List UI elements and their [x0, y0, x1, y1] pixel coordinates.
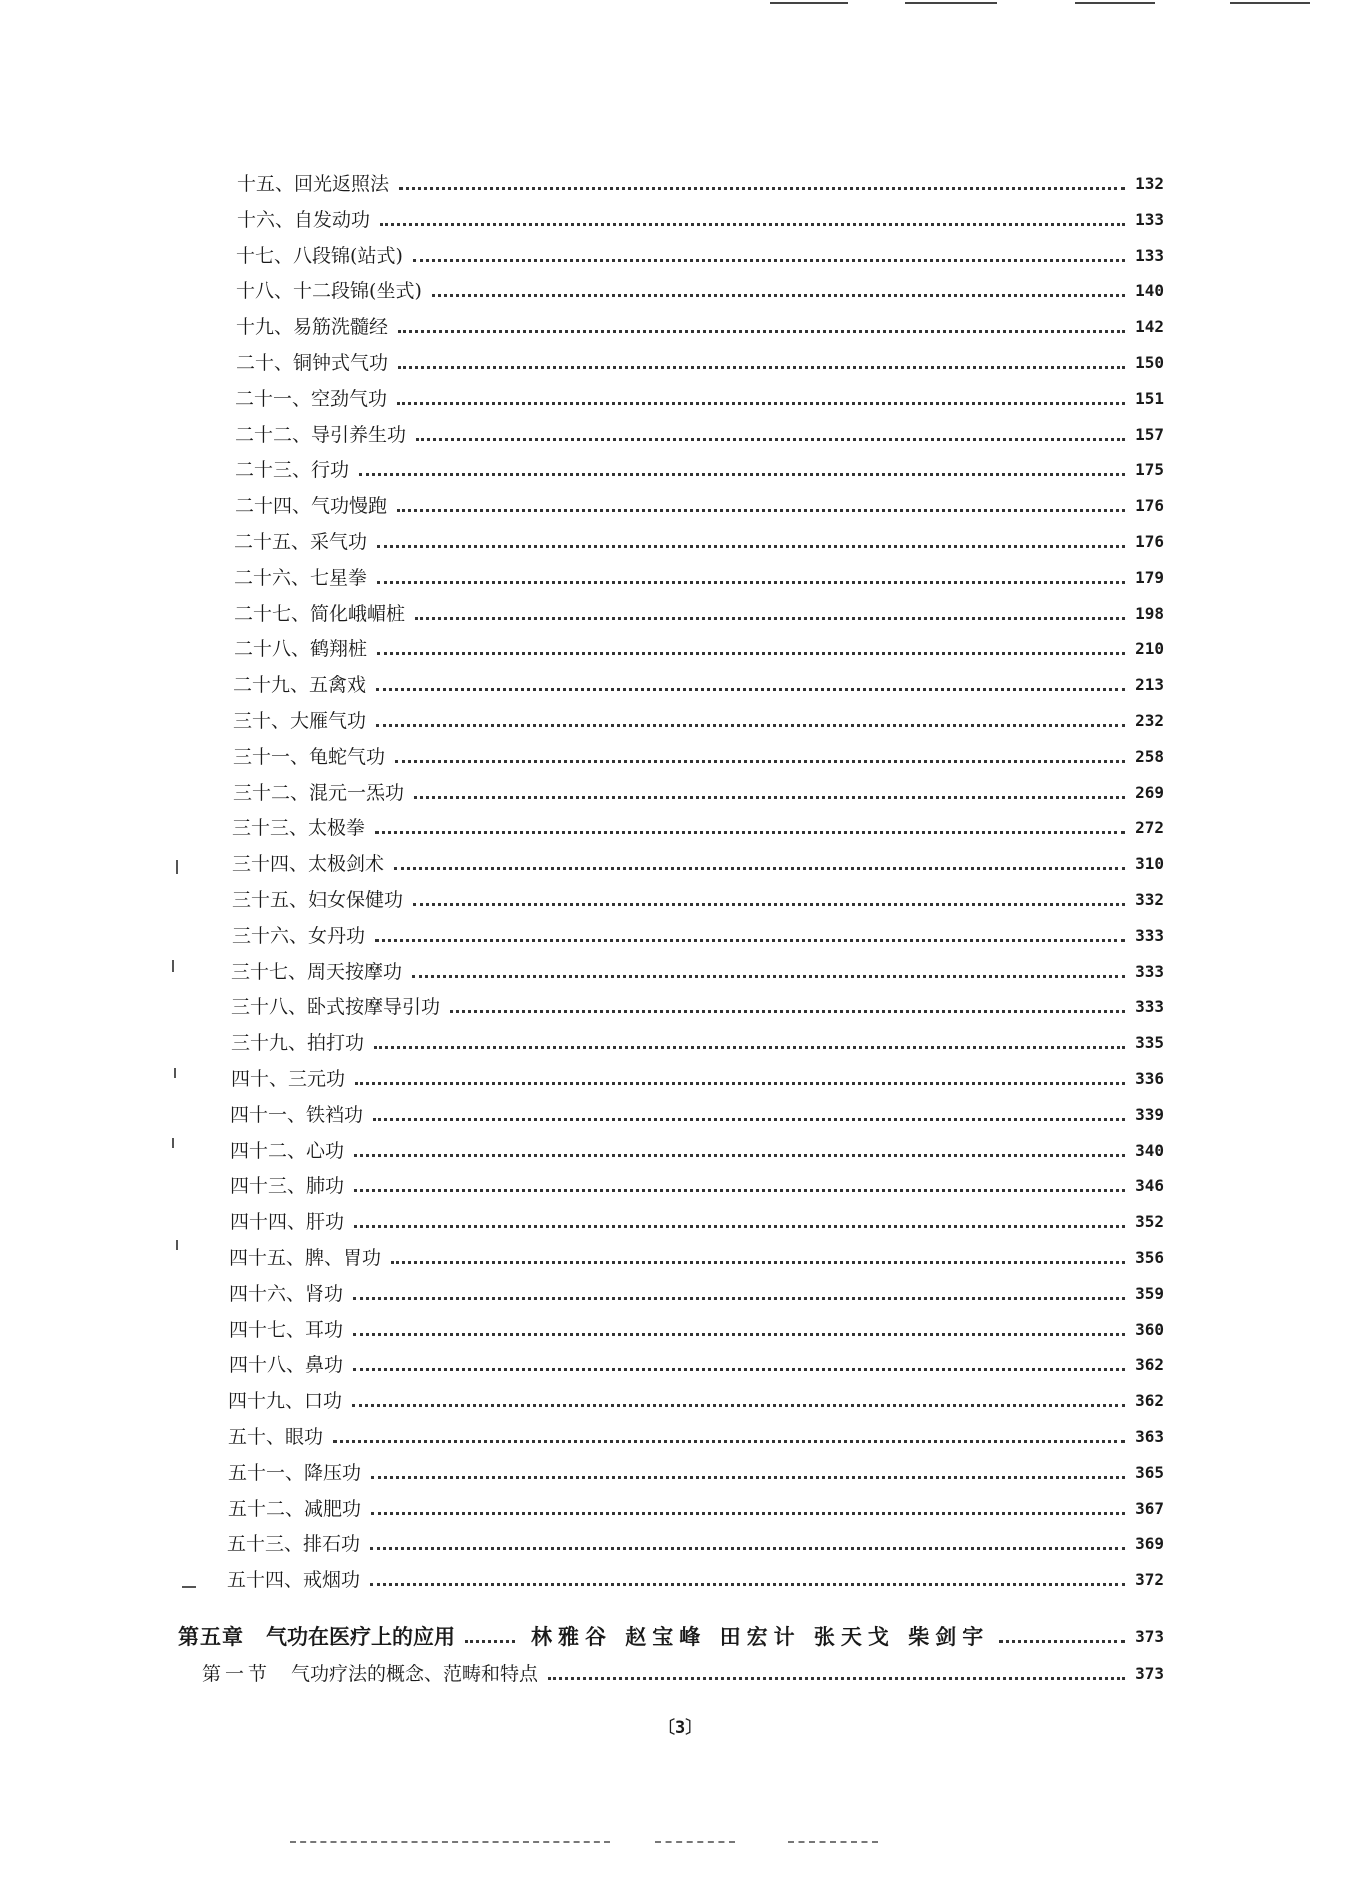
leader-dots	[353, 1297, 1125, 1300]
leader-dots	[354, 1154, 1125, 1157]
entry-separator: 、	[287, 1104, 307, 1126]
leader-dots	[397, 509, 1125, 512]
entry-title: 易筋洗髓经	[293, 316, 389, 338]
page-number: 365	[1135, 1463, 1164, 1482]
leader-dots	[333, 1440, 1125, 1443]
entry-title: 五禽戏	[309, 674, 367, 696]
entry-title: 耳功	[305, 1319, 344, 1341]
entry-separator: 、	[289, 889, 309, 911]
leader-dots	[398, 366, 1125, 369]
leader-dots	[370, 1547, 1125, 1550]
entry-number: 三十五	[232, 889, 290, 911]
entry-separator: 、	[292, 424, 312, 446]
entry-number: 二十八	[234, 638, 292, 660]
entry-number: 三十四	[232, 853, 290, 875]
entry-separator: 、	[286, 1354, 306, 1376]
entry-separator: 、	[292, 495, 312, 517]
page-number: 179	[1135, 568, 1164, 587]
page-number: 151	[1135, 389, 1164, 408]
page-number: 362	[1135, 1355, 1164, 1374]
entry-number: 三十二	[233, 782, 291, 804]
page-number: 310	[1135, 854, 1164, 873]
toc-entry	[231, 960, 1164, 984]
page-number: 157	[1135, 425, 1164, 444]
toc-entry	[229, 1353, 1164, 1377]
toc-entry	[230, 1174, 1164, 1198]
page-number: 333	[1135, 962, 1164, 981]
page-number: 210	[1135, 639, 1164, 658]
toc-entry	[227, 1568, 1164, 1592]
toc-entry	[228, 1497, 1164, 1521]
toc-entry	[232, 888, 1164, 912]
toc-entry	[234, 602, 1164, 626]
entry-number: 二十七	[234, 603, 292, 625]
entry-number: 四十三	[230, 1175, 288, 1197]
entry-number: 四十一	[230, 1104, 288, 1126]
toc-entry	[227, 1532, 1164, 1556]
leader-dots	[371, 1512, 1125, 1515]
leader-dots	[432, 294, 1125, 297]
leader-dots	[380, 223, 1125, 226]
entry-title: 十二段锦(坐式)	[293, 280, 422, 302]
chapter-entry	[178, 1625, 1164, 1649]
entry-title: 拍打功	[307, 1032, 365, 1054]
page-number: 352	[1135, 1212, 1164, 1231]
entry-title: 鼻功	[305, 1354, 344, 1376]
page-number: 369	[1135, 1534, 1164, 1553]
toc-entry	[234, 637, 1164, 661]
toc-entry	[233, 745, 1164, 769]
entry-number: 四十九	[228, 1390, 286, 1412]
entry-title: 减肥功	[304, 1498, 362, 1520]
chapter-number: 第五章	[178, 1624, 244, 1649]
scan-mark	[182, 1586, 196, 1588]
page-number: 133	[1135, 210, 1164, 229]
entry-separator: 、	[290, 674, 310, 696]
entry-title: 简化峨嵋桩	[310, 603, 406, 625]
entry-number: 四十二	[230, 1140, 288, 1162]
toc-entry	[230, 1210, 1164, 1234]
footer-page-number: 〔3〕	[658, 1718, 703, 1738]
page-number: 133	[1135, 246, 1164, 265]
entry-separator: 、	[291, 638, 311, 660]
scan-mark	[172, 1138, 174, 1148]
scan-mark	[905, 2, 997, 4]
entry-separator: 、	[288, 961, 308, 983]
entry-number: 二十六	[234, 567, 292, 589]
toc-entry	[234, 530, 1164, 554]
entry-title: 铜钟式气功	[293, 352, 389, 374]
toc-entry	[233, 709, 1164, 733]
leader-dots	[398, 330, 1125, 333]
leader-dots	[414, 796, 1125, 799]
entry-separator: 、	[289, 817, 309, 839]
toc-entry	[232, 924, 1164, 948]
entry-number: 十八	[236, 280, 275, 302]
scan-mark	[176, 860, 178, 874]
section-number: 第一节	[202, 1663, 272, 1685]
entry-number: 二十五	[234, 531, 292, 553]
leader-dots	[353, 1333, 1125, 1336]
page-number: 346	[1135, 1176, 1164, 1195]
leader-dots	[413, 903, 1125, 906]
entry-title: 卧式按摩导引功	[307, 996, 441, 1018]
entry-separator: 、	[292, 459, 312, 481]
entry-title: 自发动功	[294, 209, 371, 231]
leader-dots	[370, 1583, 1125, 1586]
toc-entry	[230, 1139, 1164, 1163]
entry-separator: 、	[274, 352, 294, 374]
toc-entry	[232, 852, 1164, 876]
entry-title: 三元功	[288, 1068, 346, 1090]
scan-mark	[770, 2, 848, 4]
leader-dots	[374, 1046, 1125, 1049]
page-number: 359	[1135, 1284, 1164, 1303]
entry-number: 二十一	[235, 388, 293, 410]
scan-mark	[655, 1841, 735, 1843]
entry-title: 肾功	[305, 1283, 344, 1305]
page-number: 362	[1135, 1391, 1164, 1410]
leader-dots	[354, 1225, 1125, 1228]
section-title: 气功疗法的概念、范畴和特点	[291, 1663, 539, 1685]
entry-title: 肝功	[306, 1211, 345, 1233]
page-number: 367	[1135, 1499, 1164, 1518]
entry-title: 回光返照法	[294, 173, 390, 195]
entry-separator: 、	[289, 925, 309, 947]
entry-number: 四十八	[229, 1354, 287, 1376]
entry-separator: 、	[291, 603, 311, 625]
toc-entry	[228, 1389, 1164, 1413]
scan-mark	[788, 1841, 878, 1843]
page-number: 175	[1135, 460, 1164, 479]
page-number: 335	[1135, 1033, 1164, 1052]
toc-entry	[231, 1031, 1164, 1055]
entry-title: 混元一炁功	[309, 782, 405, 804]
entry-title: 降压功	[304, 1462, 362, 1484]
toc-entry	[231, 1067, 1164, 1091]
leader-dots	[354, 1189, 1125, 1192]
entry-number: 五十	[228, 1426, 267, 1448]
page-number: 198	[1135, 604, 1164, 623]
entry-title: 心功	[306, 1140, 345, 1162]
entry-number: 十七	[236, 245, 275, 267]
toc-entry	[229, 1246, 1164, 1270]
leader-dots	[375, 831, 1125, 834]
entry-number: 五十一	[228, 1462, 286, 1484]
entry-number: 四十四	[230, 1211, 288, 1233]
entry-number: 三十六	[232, 925, 290, 947]
entry-separator: 、	[287, 1175, 307, 1197]
entry-separator: 、	[284, 1533, 304, 1555]
leader-dots	[548, 1677, 1125, 1680]
entry-separator: 、	[289, 853, 309, 875]
toc-entry	[235, 494, 1164, 518]
entry-separator: 、	[286, 1319, 306, 1341]
page-number: 356	[1135, 1248, 1164, 1267]
chapter-title: 气功在医疗上的应用	[266, 1624, 455, 1649]
toc-entry	[236, 351, 1164, 375]
leader-dots	[999, 1640, 1125, 1643]
entry-number: 五十四	[227, 1569, 285, 1591]
leader-dots	[377, 652, 1125, 655]
page-number: 372	[1135, 1570, 1164, 1589]
entry-separator: 、	[288, 1032, 308, 1054]
entry-title: 口功	[304, 1390, 343, 1412]
leader-dots	[371, 1476, 1125, 1479]
page-number: 258	[1135, 747, 1164, 766]
entry-title: 鹤翔桩	[310, 638, 368, 660]
entry-separator: 、	[274, 316, 294, 338]
page-number: 373	[1135, 1627, 1164, 1646]
entry-separator: 、	[275, 209, 295, 231]
entry-title: 太极拳	[308, 817, 366, 839]
entry-number: 三十七	[231, 961, 289, 983]
entry-title: 周天按摩功	[307, 961, 403, 983]
entry-title: 行功	[311, 459, 350, 481]
leader-dots	[416, 438, 1125, 441]
entry-separator: 、	[291, 567, 311, 589]
leader-dots	[353, 1368, 1125, 1371]
leader-dots	[376, 724, 1125, 727]
entry-number: 三十一	[233, 746, 291, 768]
scan-mark	[290, 1841, 610, 1843]
scan-mark	[1230, 2, 1310, 4]
entry-number: 四十六	[229, 1283, 287, 1305]
entry-number: 四十七	[229, 1319, 287, 1341]
entry-title: 脾、胃功	[305, 1247, 382, 1269]
entry-title: 戒烟功	[303, 1569, 361, 1591]
leader-dots	[359, 473, 1125, 476]
leader-dots	[415, 617, 1125, 620]
toc-entry	[237, 172, 1164, 196]
page-number: 373	[1135, 1664, 1164, 1683]
page-number: 339	[1135, 1105, 1164, 1124]
toc-entry	[236, 315, 1164, 339]
page-number: 140	[1135, 281, 1164, 300]
chapter-authors: 林雅谷 赵宝峰 田宏计 张天戈 柴剑宇	[531, 1624, 990, 1649]
leader-dots	[375, 939, 1125, 942]
toc-entry	[237, 208, 1164, 232]
entry-title: 妇女保健功	[308, 889, 404, 911]
entry-separator: 、	[285, 1390, 305, 1412]
scan-mark	[174, 1068, 176, 1078]
leader-dots	[397, 402, 1125, 405]
page-number: 176	[1135, 496, 1164, 515]
entry-number: 二十二	[235, 424, 293, 446]
page-number: 150	[1135, 353, 1164, 372]
toc-entry	[228, 1461, 1164, 1485]
entry-title: 七星拳	[310, 567, 368, 589]
entry-separator: 、	[274, 245, 294, 267]
leader-dots	[391, 1261, 1125, 1264]
entry-separator: 、	[286, 1247, 306, 1269]
leader-dots	[395, 760, 1125, 763]
page-number: 340	[1135, 1141, 1164, 1160]
entry-separator: 、	[287, 1211, 307, 1233]
entry-separator: 、	[284, 1569, 304, 1591]
entry-title: 铁裆功	[306, 1104, 364, 1126]
entry-separator: 、	[290, 746, 310, 768]
entry-title: 女丹功	[308, 925, 366, 947]
entry-separator: 、	[287, 1140, 307, 1162]
entry-number: 二十三	[235, 459, 293, 481]
entry-separator: 、	[271, 710, 291, 732]
entry-separator: 、	[266, 1426, 286, 1448]
entry-title: 太极剑术	[308, 853, 385, 875]
leader-dots	[377, 581, 1125, 584]
entry-separator: 、	[290, 782, 310, 804]
toc-entry	[235, 387, 1164, 411]
scan-mark	[172, 960, 174, 972]
page-number: 332	[1135, 890, 1164, 909]
section-entry	[202, 1662, 1164, 1686]
leader-dots	[413, 259, 1125, 262]
entry-separator: 、	[292, 388, 312, 410]
leader-dots	[450, 1010, 1125, 1013]
page-number: 269	[1135, 783, 1164, 802]
entry-title: 排石功	[303, 1533, 361, 1555]
entry-separator: 、	[291, 531, 311, 553]
page-number: 272	[1135, 818, 1164, 837]
toc-entry	[229, 1318, 1164, 1342]
entry-title: 导引养生功	[311, 424, 407, 446]
entry-number: 二十四	[235, 495, 293, 517]
toc-entry	[233, 781, 1164, 805]
entry-number: 十五	[237, 173, 276, 195]
leader-dots	[376, 688, 1125, 691]
page-number: 363	[1135, 1427, 1164, 1446]
entry-separator: 、	[274, 280, 294, 302]
page-number: 213	[1135, 675, 1164, 694]
toc-entry	[236, 279, 1164, 303]
entry-separator: 、	[285, 1462, 305, 1484]
entry-separator: 、	[285, 1498, 305, 1520]
toc-entry	[229, 1282, 1164, 1306]
entry-number: 五十三	[227, 1533, 285, 1555]
entry-title: 大雁气功	[290, 710, 367, 732]
entry-number: 四十	[231, 1068, 270, 1090]
entry-title: 空劲气功	[311, 388, 388, 410]
leader-dots	[394, 867, 1125, 870]
toc-entry	[236, 244, 1164, 268]
entry-separator: 、	[269, 1068, 289, 1090]
toc-entry	[235, 423, 1164, 447]
leader-dots	[412, 975, 1125, 978]
entry-number: 五十二	[228, 1498, 286, 1520]
toc-entry	[232, 816, 1164, 840]
entry-number: 三十九	[231, 1032, 289, 1054]
page-number: 176	[1135, 532, 1164, 551]
entry-title: 采气功	[310, 531, 368, 553]
toc-entry	[233, 673, 1164, 697]
page-number: 333	[1135, 926, 1164, 945]
entry-number: 三十三	[232, 817, 290, 839]
toc-entry	[228, 1425, 1164, 1449]
leader-dots	[399, 187, 1125, 190]
leader-dots	[377, 545, 1125, 548]
entry-number: 三十	[233, 710, 272, 732]
entry-number: 四十五	[229, 1247, 287, 1269]
leader-dots	[465, 1640, 515, 1643]
entry-title: 龟蛇气功	[309, 746, 386, 768]
scan-mark	[1075, 2, 1155, 4]
entry-title: 气功慢跑	[311, 495, 388, 517]
page-number: 132	[1135, 174, 1164, 193]
entry-number: 三十八	[231, 996, 289, 1018]
page-number: 142	[1135, 317, 1164, 336]
entry-title: 八段锦(站式)	[293, 245, 403, 267]
entry-title: 眼功	[285, 1426, 324, 1448]
entry-separator: 、	[286, 1283, 306, 1305]
page-number: 360	[1135, 1320, 1164, 1339]
entry-title: 肺功	[306, 1175, 345, 1197]
entry-number: 十六	[237, 209, 276, 231]
entry-number: 二十九	[233, 674, 291, 696]
toc-entry	[230, 1103, 1164, 1127]
entry-separator: 、	[275, 173, 295, 195]
leader-dots	[355, 1082, 1125, 1085]
leader-dots	[352, 1404, 1125, 1407]
entry-separator: 、	[288, 996, 308, 1018]
page-number: 336	[1135, 1069, 1164, 1088]
scan-mark	[176, 1240, 178, 1250]
leader-dots	[373, 1118, 1125, 1121]
entry-number: 二十	[236, 352, 275, 374]
toc-entry	[234, 566, 1164, 590]
toc-entry	[231, 995, 1164, 1019]
page-number: 333	[1135, 997, 1164, 1016]
page-number: 232	[1135, 711, 1164, 730]
entry-number: 十九	[236, 316, 275, 338]
toc-entry	[235, 458, 1164, 482]
